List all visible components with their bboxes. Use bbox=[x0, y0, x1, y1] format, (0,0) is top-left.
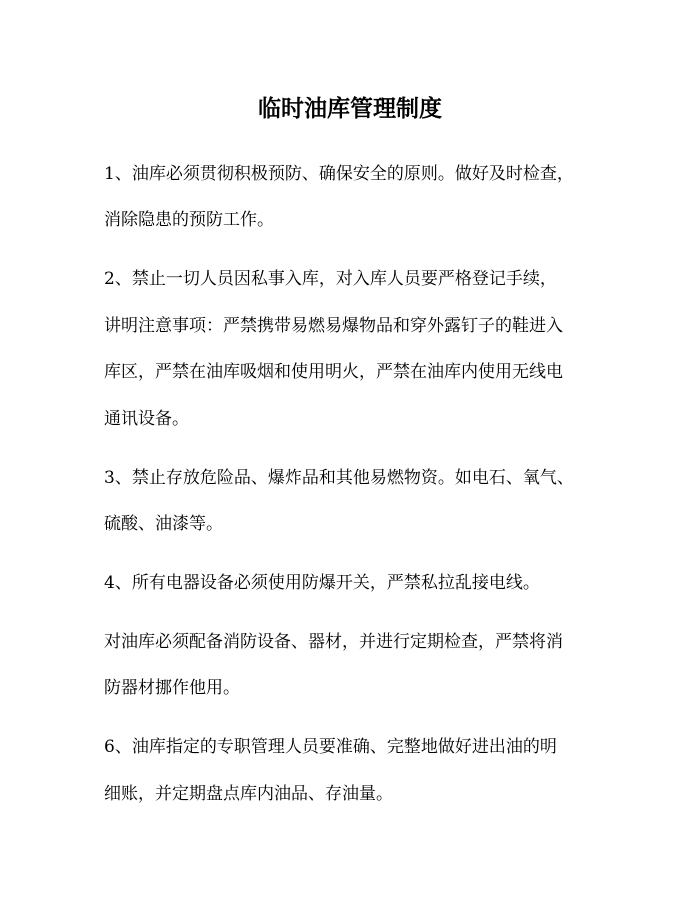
para-3-line-2: 硫酸、油漆等。 bbox=[104, 514, 223, 534]
para-2-line-2: 讲明注意事项：严禁携带易燃易爆物品和穿外露钉子的鞋进入 bbox=[104, 316, 563, 336]
para-5-line-2: 防器材挪作他用。 bbox=[104, 678, 240, 698]
para-4-line-1: 4、所有电器设备必须使用防爆开关，严禁私拉乱接电线。 bbox=[104, 573, 540, 593]
para-1-line-1: 1、油库必须贯彻积极预防、确保安全的原则。做好及时检查， bbox=[104, 164, 574, 184]
para-6-line-2: 细账，并定期盘点库内油品、存油量。 bbox=[104, 784, 393, 804]
para-2-line-3: 库区，严禁在油库吸烟和使用明火，严禁在油库内使用无线电 bbox=[104, 362, 563, 382]
para-3-line-1: 3、禁止存放危险品、爆炸品和其他易燃物资。如电石、氧气、 bbox=[104, 468, 574, 488]
para-2-line-4: 通讯设备。 bbox=[104, 409, 189, 429]
document-title: 临时油库管理制度 bbox=[258, 96, 442, 122]
para-2-line-1: 2、禁止一切人员因私事入库，对入库人员要严格登记手续， bbox=[104, 269, 557, 289]
para-5-line-1: 对油库必须配备消防设备、器材，并进行定期检查，严禁将消 bbox=[104, 632, 563, 652]
para-6-line-1: 6、油库指定的专职管理人员要准确、完整地做好进出油的明 bbox=[104, 737, 557, 757]
para-1-line-2: 消除隐患的预防工作。 bbox=[104, 210, 274, 230]
